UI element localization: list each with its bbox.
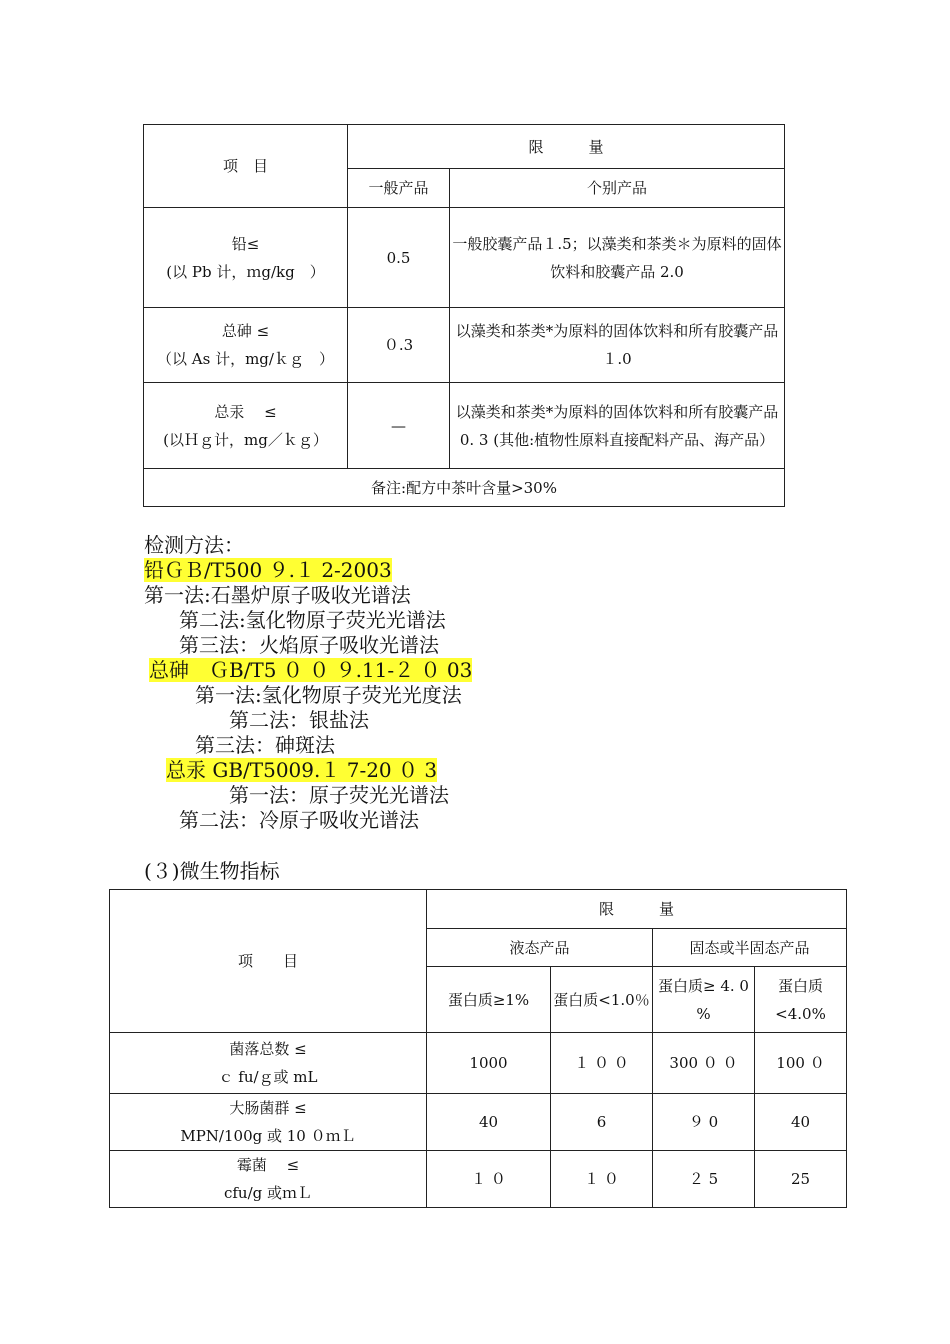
general-value: — [348,383,450,469]
table-row [110,1033,847,1094]
limit-header: 限 量 [348,125,785,169]
solid-header: 固态或半固态产品 [653,929,847,967]
item-cell [110,1033,427,1094]
special-product-header: 个别产品 [450,169,785,208]
item-cell [144,208,348,308]
item-header: 项 目 [144,125,348,208]
test-methods [144,533,472,833]
value-cell: １ ０ [427,1151,551,1208]
general-value: 0.5 [348,208,450,308]
general-product-header: 一般产品 [348,169,450,208]
mercury-method-1: 第一法：原子荧光光谱法 [229,783,449,807]
limit-header: 限 量 [427,890,847,929]
lead-standard: 铅ＧＢ/T500 ９.１ 2-2003 [144,558,392,582]
item-cell [144,383,348,469]
sub-header: 蛋白质<4.0% [755,967,847,1033]
microbial-limits-table [109,889,847,1208]
item-unit: cfu/g 或ｍＬ [223,1184,313,1202]
special-value: 一般胶囊产品１.5；以藻类和茶类＊为原料的固体饮料和胶囊产品 2.0 [450,208,785,308]
table-note: 备注:配方中茶叶含量>30% [144,469,785,507]
item-name: 大肠菌群 ≤ [229,1099,307,1117]
heavy-metal-limits-table [143,124,785,507]
special-value: 以藻类和茶类*为原料的固体饮料和所有胶囊产品１.0 [450,308,785,383]
value-cell: 25 [755,1151,847,1208]
item-header: 项 目 [110,890,427,1033]
value-cell: 100 ０ [755,1033,847,1094]
item-name: 霉菌 ≤ [236,1156,300,1174]
value-cell: 40 [755,1094,847,1151]
liquid-header: 液态产品 [427,929,653,967]
value-cell: 40 [427,1094,551,1151]
value-cell: 6 [551,1094,653,1151]
item-unit: （以 As 计，mg/ｋｇ ） [157,350,334,368]
table-row [144,208,785,308]
arsenic-method-2: 第二法：银盐法 [229,708,369,732]
item-name: 铅≤ [231,234,260,253]
value-cell: １ ０ [551,1151,653,1208]
arsenic-standard: 总砷 ＧB/T5 ０ ０ ９.11-２ ０ 03 [149,658,473,682]
item-cell [110,1094,427,1151]
sub-header: 蛋白质≥1% [427,967,551,1033]
table-row [144,383,785,469]
value-cell: 1000 [427,1033,551,1094]
lead-method-3: 第三法：火焰原子吸收光谱法 [179,633,439,657]
section-title: (３)微生物指标 [144,859,280,883]
special-value: 以藻类和茶类*为原料的固体饮料和所有胶囊产品 0. 3 (其他:植物性原料直接配料产品、海产品） [450,383,785,469]
value-cell: 300 ０ ０ [653,1033,755,1094]
item-name: 菌落总数 ≤ [229,1040,307,1058]
item-unit: (以Ｈｇ计，mg／ｋｇ） [163,430,328,449]
mercury-standard: 总汞 GB/T5009.１ 7-20 ０ 3 [166,758,438,782]
lead-method-2: 第二法:氢化物原子荧光光谱法 [179,608,446,632]
sub-header: 蛋白质≥ 4. 0 % [653,967,755,1033]
general-value: ０.3 [348,308,450,383]
item-name: 总砷 ≤ [221,322,270,340]
methods-heading: 检测方法： [144,533,244,557]
table-row [110,1151,847,1208]
table-row [144,308,785,383]
item-unit: ｃ fu/ｇ或 mL [218,1068,318,1086]
item-unit: MPN/100g 或 10 ０ｍＬ [180,1127,356,1145]
item-name: 总汞 ≤ [214,402,277,421]
value-cell: ２ 5 [653,1151,755,1208]
value-cell: ９ 0 [653,1094,755,1151]
item-unit: (以 Pb 计，ｍg/kg ） [166,262,325,281]
table-row [110,1094,847,1151]
item-cell [144,308,348,383]
lead-method-1: 第一法:石墨炉原子吸收光谱法 [144,583,411,607]
item-cell [110,1151,427,1208]
arsenic-method-3: 第三法：砷斑法 [195,733,335,757]
arsenic-method-1: 第一法:氢化物原子荧光光度法 [195,683,462,707]
sub-header: 蛋白质<1.0％ [551,967,653,1033]
value-cell: １ ０ ０ [551,1033,653,1094]
mercury-method-2: 第二法：冷原子吸收光谱法 [179,808,419,832]
